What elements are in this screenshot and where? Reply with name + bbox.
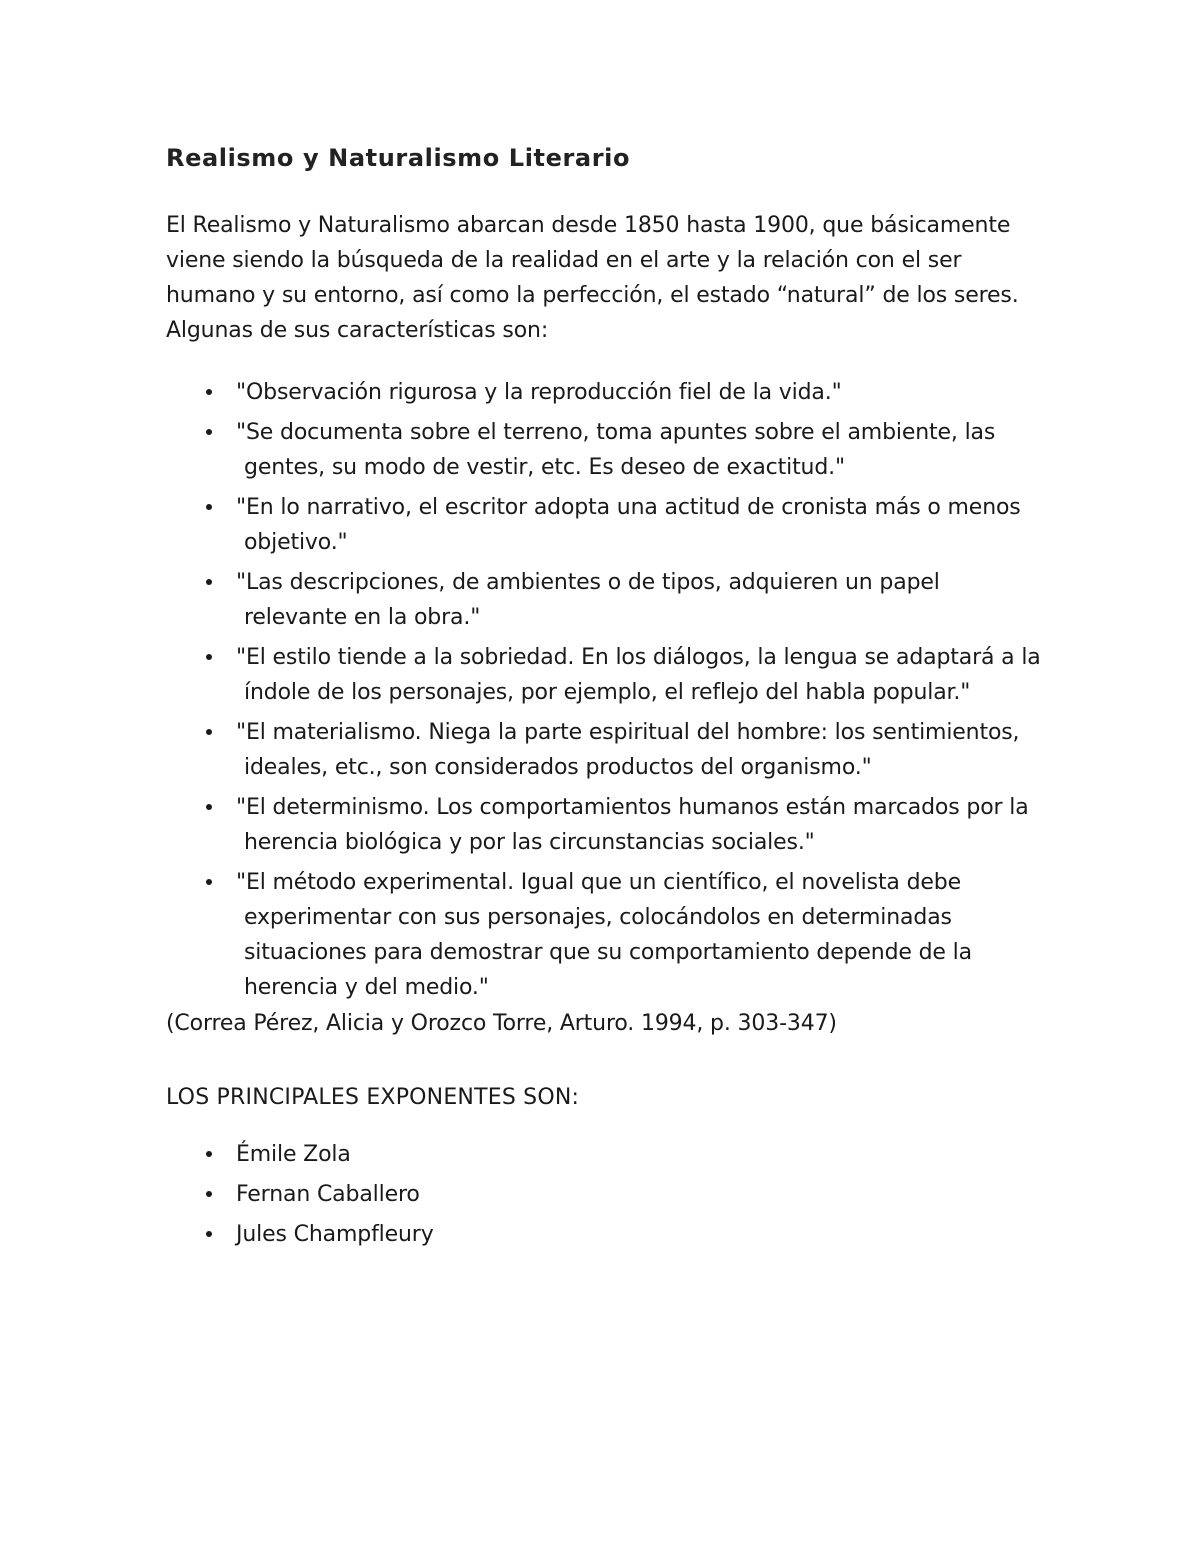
list-item-text: "El método experimental. Igual que un científico, el novelista debe experimentar con sus personajes, colocándolos en determinadas situaciones para demostrar que su comportamiento depende de la herencia y del medio." bbox=[236, 870, 972, 1000]
list-item-text: "El estilo tiende a la sobriedad. En los diálogos, la lengua se adaptará a la índole de los personajes, por ejemplo, el reflejo del habla popular." bbox=[236, 645, 1041, 705]
list-item bbox=[166, 640, 1046, 710]
list-item bbox=[166, 415, 1046, 485]
list-item bbox=[166, 565, 1046, 635]
bullet-icon bbox=[206, 1191, 212, 1197]
exponents-list bbox=[166, 1137, 1046, 1252]
exponent-name: Jules Champfleury bbox=[236, 1222, 434, 1247]
bullet-icon bbox=[206, 729, 212, 735]
document-title: Realismo y Naturalismo Literario bbox=[166, 144, 631, 172]
list-item bbox=[166, 490, 1046, 560]
list-item-text: "Se documenta sobre el terreno, toma apuntes sobre el ambiente, las gentes, su modo de vestir, etc. Es deseo de exactitud." bbox=[236, 420, 996, 480]
exponent-name: Fernan Caballero bbox=[236, 1182, 420, 1207]
list-item bbox=[166, 375, 1046, 410]
citation: (Correa Pérez, Alicia y Orozco Torre, Arturo. 1994, p. 303-347) bbox=[166, 1011, 837, 1036]
intro-paragraph: El Realismo y Naturalismo abarcan desde 1850 hasta 1900, que básicamente viene siendo la búsqueda de la realidad en el arte y la relación con el ser humano y su entorno, así como la perfección, el estado “natural” de los seres. Algunas de sus características son: bbox=[166, 213, 1019, 343]
list-item bbox=[166, 790, 1046, 860]
bullet-icon bbox=[206, 879, 212, 885]
list-item bbox=[166, 715, 1046, 785]
list-item-text: "Las descripciones, de ambientes o de tipos, adquieren un papel relevante en la obra." bbox=[236, 570, 940, 630]
list-item bbox=[166, 865, 1046, 1005]
bullet-icon bbox=[206, 654, 212, 660]
bullet-icon bbox=[206, 1151, 212, 1157]
list-item-text: "El materialismo. Niega la parte espiritual del hombre: los sentimientos, ideales, etc., son considerados productos del organismo." bbox=[236, 720, 1020, 780]
exponents-heading: LOS PRINCIPALES EXPONENTES SON: bbox=[166, 1085, 580, 1110]
list-item bbox=[166, 1217, 1046, 1252]
list-item-text: "En lo narrativo, el escritor adopta una actitud de cronista más o menos objetivo." bbox=[236, 495, 1021, 555]
list-item bbox=[166, 1177, 1046, 1212]
bullet-icon bbox=[206, 429, 212, 435]
list-item-text: "El determinismo. Los comportamientos humanos están marcados por la herencia biológica y por las circunstancias sociales." bbox=[236, 795, 1029, 855]
bullet-icon bbox=[206, 389, 212, 395]
list-item-text: "Observación rigurosa y la reproducción fiel de la vida." bbox=[236, 380, 842, 405]
bullet-icon bbox=[206, 804, 212, 810]
characteristics-list bbox=[166, 375, 1046, 1005]
list-item bbox=[166, 1137, 1046, 1172]
document-page bbox=[166, 140, 1046, 1257]
bullet-icon bbox=[206, 579, 212, 585]
bullet-icon bbox=[206, 504, 212, 510]
exponent-name: Émile Zola bbox=[236, 1142, 351, 1167]
bullet-icon bbox=[206, 1231, 212, 1237]
